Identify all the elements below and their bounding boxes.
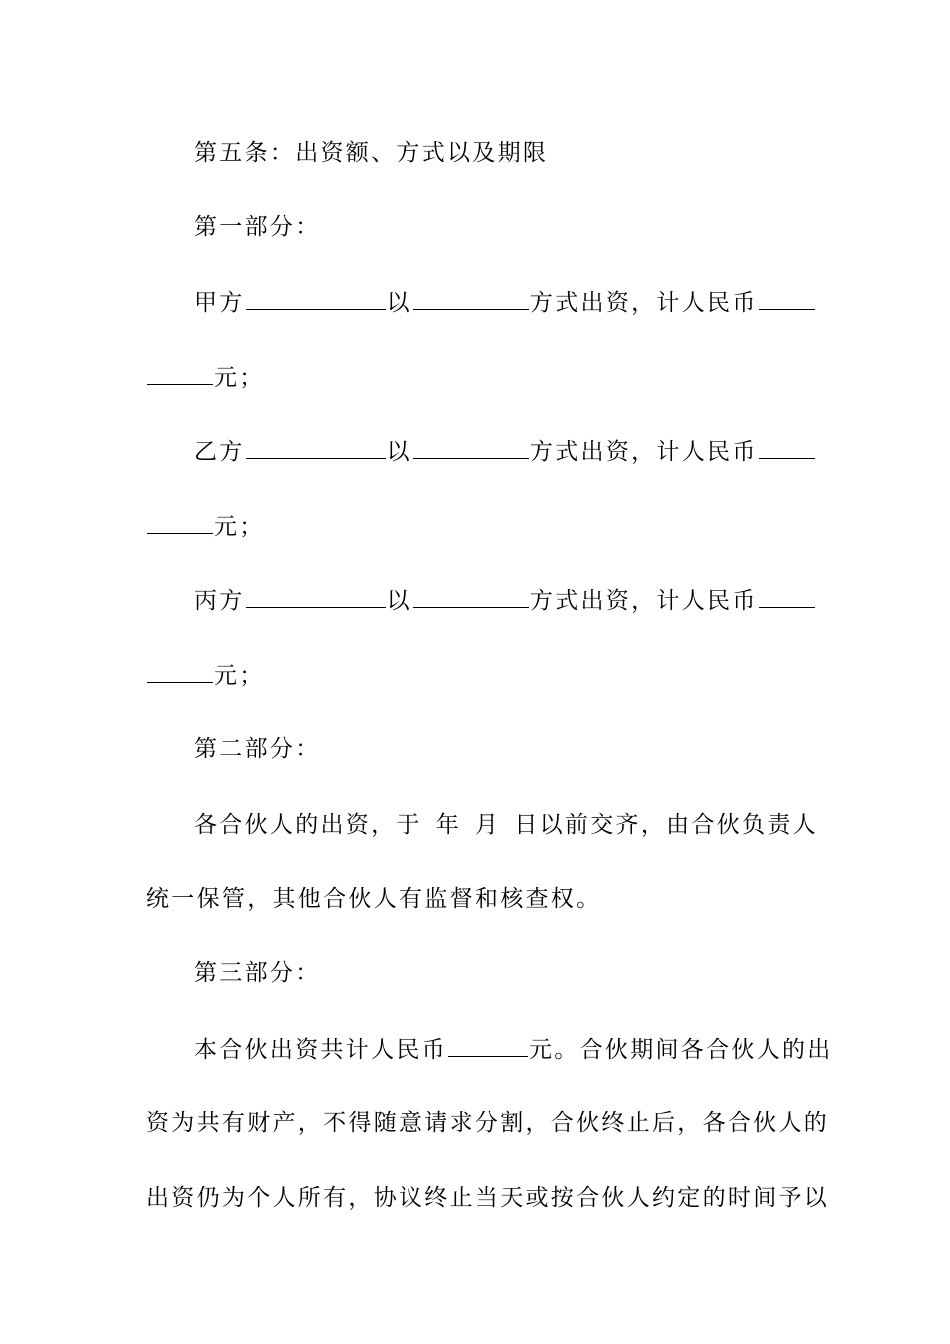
party-a-method: 方式出资，计人民币 (529, 290, 758, 316)
party-a-amount-blank[interactable] (246, 287, 386, 310)
part3-line2-text: 资为共有财产，不得随意请求分割，合伙终止后，各合伙人的 (146, 1110, 830, 1136)
part3-title (194, 958, 806, 988)
part2-line1-b: 日以前交齐，由合伙负责人 (514, 812, 818, 838)
party-b-line (194, 436, 806, 466)
party-a-mid: 以 (386, 290, 412, 316)
party-b-method: 方式出资，计人民币 (529, 439, 758, 465)
party-b-sum-blank-2[interactable] (147, 511, 213, 534)
part2-line1-a: 各合伙人的出资，于 (194, 812, 422, 838)
party-c-line (194, 585, 806, 615)
party-c-unit: 元； (214, 663, 265, 689)
part3-line-3 (146, 1183, 830, 1213)
part2-year: 年 (435, 812, 462, 838)
party-b-line-2 (146, 511, 806, 541)
party-c-method: 方式出资，计人民币 (529, 588, 758, 614)
part3-title-text: 第三部分： (194, 960, 321, 986)
party-a-line-2 (146, 362, 806, 392)
part1-title (194, 212, 806, 242)
party-c-name: 丙方 (194, 588, 245, 614)
party-a-sum-blank-2[interactable] (147, 362, 213, 385)
part2-line2-text: 统一保管，其他合伙人有监督和核查权。 (146, 886, 602, 912)
party-a-sum-blank-1[interactable] (759, 287, 815, 310)
part1-title-text: 第一部分： (194, 214, 321, 240)
party-a-method-blank[interactable] (413, 287, 529, 310)
party-c-method-blank[interactable] (413, 585, 529, 608)
party-b-method-blank[interactable] (413, 436, 529, 459)
part3-total-blank[interactable] (448, 1034, 528, 1057)
part3-line1-a: 本合伙出资共计人民币 (194, 1037, 447, 1063)
article-heading (194, 138, 806, 168)
part3-line-1 (194, 1034, 833, 1064)
part2-line-1 (194, 810, 818, 840)
party-a-line (194, 287, 806, 317)
part3-line3-text: 出资仍为个人所有，协议终止当天或按合伙人约定的时间予以 (146, 1185, 830, 1211)
party-b-sum-blank-1[interactable] (759, 436, 815, 459)
part2-month: 月 (475, 812, 501, 838)
party-b-mid: 以 (386, 439, 412, 465)
party-c-line-2 (146, 660, 806, 690)
part3-line-2 (146, 1108, 830, 1138)
party-a-name: 甲方 (194, 290, 245, 316)
part2-line-2 (146, 884, 806, 914)
part2-title-text: 第二部分： (194, 736, 321, 762)
party-b-name: 乙方 (194, 439, 245, 465)
party-c-sum-blank-1[interactable] (759, 585, 815, 608)
party-c-amount-blank[interactable] (246, 585, 386, 608)
party-b-unit: 元； (214, 514, 265, 540)
part3-line1-b: 元。合伙期间各合伙人的出 (529, 1037, 833, 1063)
part2-title (194, 734, 806, 764)
party-c-mid: 以 (386, 588, 412, 614)
party-b-amount-blank[interactable] (246, 436, 386, 459)
article-heading-text: 第五条：出资额、方式以及期限 (194, 140, 549, 166)
party-a-unit: 元； (214, 365, 265, 391)
party-c-sum-blank-2[interactable] (147, 660, 213, 683)
